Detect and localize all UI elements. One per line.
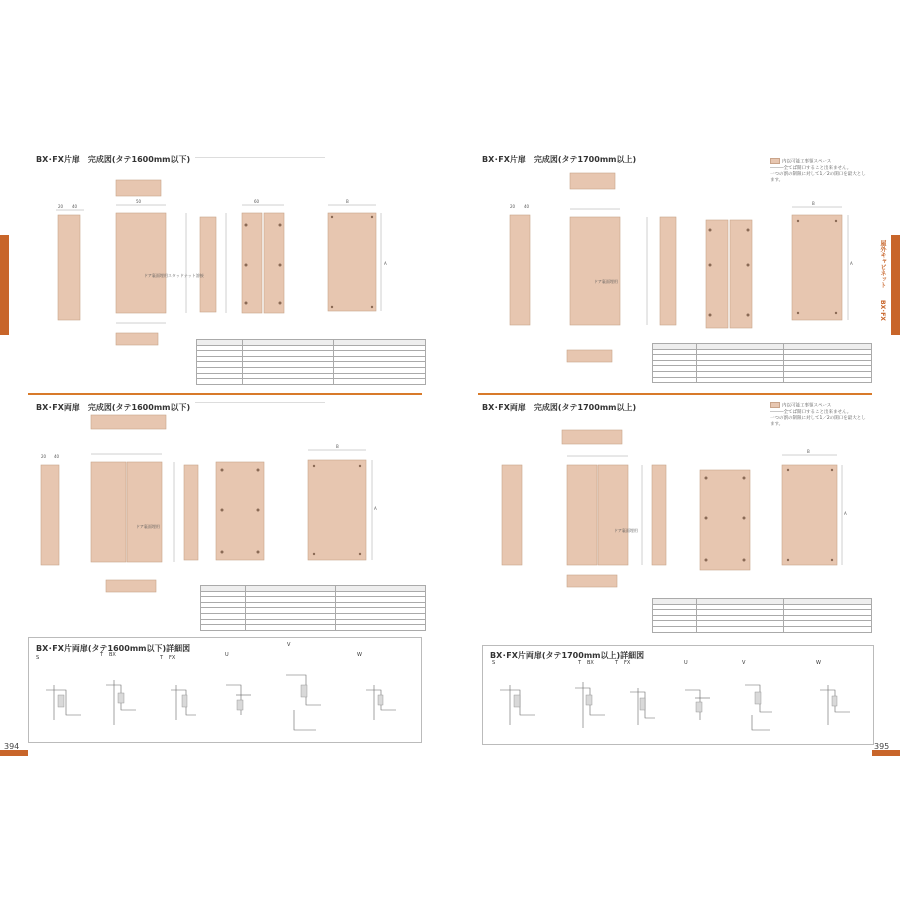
- svg-text:A: A: [374, 506, 377, 511]
- svg-text:B: B: [346, 199, 349, 204]
- svg-text:20: 20: [41, 454, 47, 459]
- top-view-panel: [116, 180, 161, 196]
- left-top-notes: [195, 157, 325, 190]
- side-elevation-panel: [510, 215, 530, 325]
- svg-text:40: 40: [54, 454, 60, 459]
- svg-text:A: A: [384, 261, 387, 266]
- svg-text:20: 20: [58, 204, 64, 209]
- svg-text:60: 60: [254, 199, 260, 204]
- right-detail-u: U: [684, 660, 688, 666]
- svg-text:B: B: [807, 449, 810, 454]
- left-detail-bx: BX: [109, 652, 116, 658]
- right-page-number: 395: [874, 742, 890, 751]
- svg-text:40: 40: [524, 204, 530, 209]
- right-side-tab: [891, 235, 900, 335]
- left-middle-title: BX･FX両扉 完成図(タテ1600mm以下): [36, 403, 191, 412]
- inner-panel-left: [706, 220, 728, 328]
- svg-text:A: A: [844, 511, 847, 516]
- svg-text:ドア裏面埋用: ドア裏面埋用: [136, 524, 160, 529]
- side-tab-code: BX･FX: [879, 300, 886, 321]
- right-detail-t1: T: [578, 660, 582, 666]
- bottom-view-panel: [567, 350, 612, 362]
- door-left-panel: [567, 465, 597, 565]
- left-detail-u: U: [225, 652, 229, 658]
- left-detail-w: W: [357, 652, 362, 658]
- top-view-panel: [562, 430, 622, 444]
- svg-text:ドア裏面埋用: ドア裏面埋用: [594, 279, 618, 284]
- inner-panel: [216, 462, 264, 560]
- left-detail-fx: FX: [169, 655, 176, 661]
- side-elevation-panel: [58, 215, 80, 320]
- left-page-number: 394: [4, 742, 20, 751]
- section-panel: [660, 217, 676, 325]
- left-detail-v: V: [287, 642, 291, 648]
- right-detail-t2: T: [615, 660, 619, 666]
- side-tab-label: 屋外キャビネット: [879, 240, 886, 288]
- bottom-view-panel: [116, 333, 158, 345]
- right-detail-v: V: [742, 660, 746, 666]
- legend-line1: ―――全てば開口すること出来ません。: [770, 165, 852, 171]
- door-right-panel: [127, 462, 162, 562]
- front-door-panel: [116, 213, 166, 313]
- svg-text:50: 50: [136, 199, 142, 204]
- door-note-label: ドア裏面埋用スタッドナット溶接: [144, 273, 204, 278]
- back-plate-panel: [792, 215, 842, 320]
- left-detail-t2: T: [160, 655, 164, 661]
- inner-panel-right: [730, 220, 752, 328]
- section-panel: [200, 217, 216, 312]
- svg-text:40: 40: [72, 204, 78, 209]
- right-top-title: BX･FX片扉 完成図(タテ1700mm以上): [482, 155, 637, 164]
- inner-panel-left: [242, 213, 262, 313]
- inner-panel-right: [264, 213, 284, 313]
- svg-text:B: B: [336, 444, 339, 449]
- bottom-view-panel: [106, 580, 156, 592]
- side-elevation-panel: [41, 465, 59, 565]
- section-panel: [184, 465, 198, 560]
- left-detail-title: BX･FX片両扉(タテ1600mm以下)詳細図: [36, 644, 191, 653]
- right-detail-s: S: [492, 660, 496, 666]
- section-panel: [652, 465, 666, 565]
- right-top-spec-table: [652, 343, 872, 383]
- front-door-panel: [570, 217, 620, 325]
- legend-label: 内以可能工事領スペース: [782, 159, 832, 165]
- side-elevation-panel: [502, 465, 522, 565]
- left-top-spec-table: [196, 339, 426, 385]
- left-middle-spec-table: [200, 585, 426, 631]
- top-view-panel: [570, 173, 615, 189]
- left-side-tab: [0, 235, 9, 335]
- left-middle-notes: [195, 402, 325, 431]
- svg-text:A: A: [850, 261, 853, 266]
- right-top-rule: [478, 393, 872, 395]
- right-middle-legend: 内以可能工事領スペース ―――全てば開口すること出来ません。 一つの割の制限に対して1／2の開口を最大とします。: [770, 403, 866, 427]
- left-top-title: BX･FX片扉 完成図(タテ1600mm以下): [36, 155, 191, 164]
- legend-swatch: [770, 158, 780, 164]
- left-detail-t1: T: [100, 652, 104, 658]
- right-middle-diagram: [482, 410, 872, 630]
- svg-text:B: B: [812, 201, 815, 206]
- legend-line2: 一つの割の制限に対して1／2の開口を最大とします。: [770, 171, 866, 183]
- back-plate-panel: [308, 460, 366, 560]
- right-detail-title: BX･FX片両扉(タテ1700mm以上)詳細図: [490, 651, 645, 660]
- right-detail-fx: FX: [624, 660, 631, 666]
- left-detail-drawings: [36, 665, 416, 737]
- back-plate-panel: [328, 213, 376, 311]
- door-right-panel: [598, 465, 628, 565]
- back-plate-panel: [782, 465, 837, 565]
- right-middle-title: BX･FX両扉 完成図(タテ1700mm以上): [482, 403, 637, 412]
- right-middle-spec-table: [652, 598, 872, 633]
- door-left-panel: [91, 462, 126, 562]
- right-detail-drawings: [490, 670, 868, 738]
- left-top-rule: [28, 393, 422, 395]
- svg-text:ドア裏面埋用: ドア裏面埋用: [614, 528, 638, 533]
- right-detail-bx: BX: [587, 660, 594, 666]
- bottom-view-panel: [567, 575, 617, 587]
- svg-text:20: 20: [510, 204, 516, 209]
- inner-panel: [700, 470, 750, 570]
- left-detail-s: S: [36, 655, 40, 661]
- right-detail-w: W: [816, 660, 821, 666]
- top-view-panel: [91, 415, 166, 429]
